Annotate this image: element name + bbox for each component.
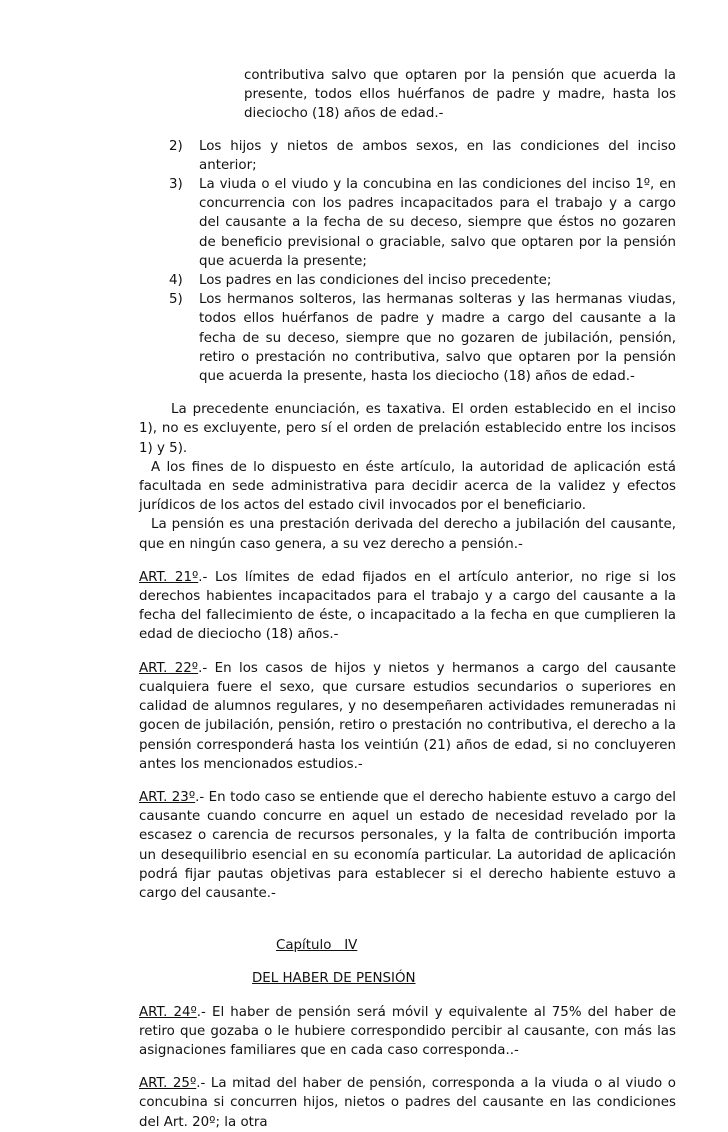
list-item-number: 5) bbox=[169, 292, 183, 308]
list-item-text: La viuda o el viudo y la concubina en las condiciones del inciso 1º, en concurrencia con los padres incapacitados para el trabajo y a cargo del causante a la fecha de su deceso, siempre que éstos no gozaren de beneficio previsional o graciable, salvo que optaren por la pensión que acuerda la presente; bbox=[199, 177, 676, 269]
article-22-text: .- En los casos de hijos y nietos y hermanos a cargo del causante cualquiera fuere el sexo, que cursare estudios secundarios o superiores en calidad de alumnos regulares, y no desempeñaren actividades remuneradas ni gocen de jubilación, pensión, retiro o prestación no contributiva, el derecho a la pensión corresponderá hasta los veintiún (21) años de edad, si no concluyeren antes los mencionados estudios.- bbox=[139, 660, 676, 772]
article-21-label: ART. 21º bbox=[139, 569, 199, 585]
article-22-label: ART. 22º bbox=[139, 660, 199, 676]
list-item bbox=[139, 271, 676, 290]
article-25 bbox=[139, 1074, 676, 1132]
list-item-text: Los hermanos solteros, las hermanas solteras y las hermanas viudas, todos ellos huérfanos de padre y madre a cargo del causante a la fecha de su deceso, siempre que no gozaren de jubilación, pensión, retiro o prestación no contributiva, salvo que optaren por la pensión que acuerda la presente, hasta los dieciocho (18) años de edad.- bbox=[199, 292, 676, 385]
document-page bbox=[139, 66, 676, 1132]
paragraph-authority: A los fines de lo dispuesto en éste artículo, la autoridad de aplicación está facultada en sede administrativa para decidir acerca de la validez y efectos jurídicos de los actos del estado civil invocados por el beneficiario. bbox=[139, 459, 676, 514]
list-item bbox=[139, 175, 676, 271]
article-21 bbox=[139, 568, 676, 645]
list-item-text: Los padres en las condiciones del inciso precedente; bbox=[199, 273, 552, 289]
article-22 bbox=[139, 659, 676, 774]
chapter-heading bbox=[139, 936, 676, 988]
list-item-number: 4) bbox=[169, 273, 183, 289]
article-25-text: .- La mitad del haber de pensión, corresponda a la viuda o al viudo o concubina si concurren hijos, nietos o padres del causante en las condiciones del Art. 20º; la otra bbox=[139, 1076, 676, 1130]
article-23-text: .- En todo caso se entiende que el derecho habiente estuvo a cargo del causante cuando concurre en aquel un estado de necesidad revelado por la escasez o carencia de recursos personales, y la falta de contribución importa un desequilibrio esencial en su economía particular. La autoridad de aplicación podrá fijar pautas objetivas para establecer si el derecho habiente estuvo a cargo del causante.- bbox=[139, 789, 676, 901]
paragraph-pension-nature: La pensión es una prestación derivada del derecho a jubilación del causante, que en ningún caso genera, a su vez derecho a pensión.- bbox=[139, 517, 676, 552]
beneficiary-list bbox=[139, 137, 676, 387]
list-item bbox=[139, 290, 676, 386]
chapter-number: Capítulo IV bbox=[276, 938, 358, 954]
paragraph-enumeration: La precedente enunciación, es taxativa. El orden establecido en el inciso 1), no es excluyente, pero sí el orden de prelación establecido entre los incisos 1) y 5). bbox=[139, 402, 676, 456]
article-24 bbox=[139, 1003, 676, 1061]
list-item-number: 3) bbox=[169, 177, 183, 193]
article-23-label: ART. 23º bbox=[139, 789, 196, 805]
article-25-label: ART. 25º bbox=[139, 1076, 197, 1092]
list-item-number: 2) bbox=[169, 138, 183, 154]
list-item bbox=[139, 137, 676, 175]
intro-continuation: contributiva salvo que optaren por la pensión que acuerda la presente, todos ellos huérfanos de padre y madre, hasta los dieciocho (18) años de edad.- bbox=[244, 68, 676, 122]
list-item-text: Los hijos y nietos de ambos sexos, en las condiciones del inciso anterior; bbox=[199, 138, 676, 173]
chapter-title: DEL HABER DE PENSIÓN bbox=[252, 971, 416, 987]
article-23 bbox=[139, 788, 676, 903]
article-24-label: ART. 24º bbox=[139, 1004, 197, 1020]
article-21-text: .- Los límites de edad fijados en el artículo anterior, no rige si los derechos habientes incapacitados para el trabajo y a cargo del causante a la fecha del fallecimiento de éste, o incapacitado a la fecha en que cumplieren la edad de dieciocho (18) años.- bbox=[139, 569, 676, 643]
article-24-text: .- El haber de pensión será móvil y equivalente al 75% del haber de retiro que gozaba o le hubiere correspondido percibir al causante, con más las asignaciones familiares que en cada caso corresponda..- bbox=[139, 1004, 676, 1058]
